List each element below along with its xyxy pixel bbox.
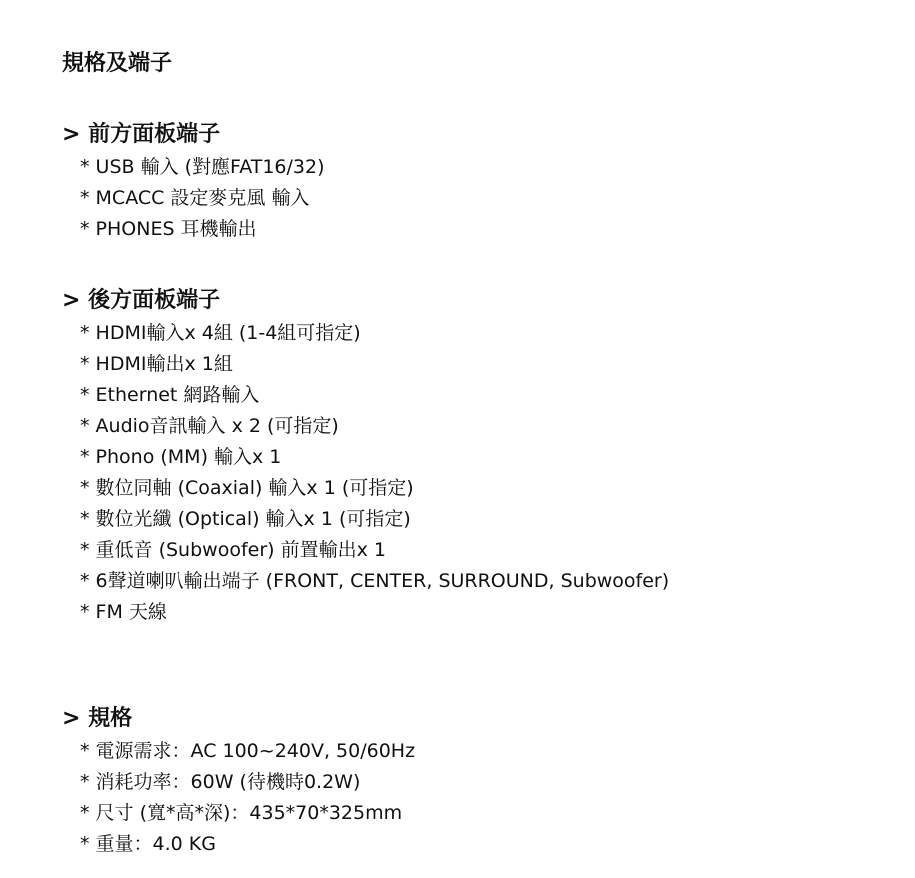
section-specifications (62, 702, 415, 860)
document-title: 規格及端子 (62, 51, 173, 76)
section-heading: > 前方面板端子 (62, 122, 221, 147)
list-item: * MCACC 設定麥克風 輸入 (80, 187, 310, 209)
section-front-panel (62, 118, 325, 245)
section-rear-panel (62, 284, 669, 628)
list-item: * HDMI輸出x 1組 (80, 353, 233, 375)
section-heading: > 後方面板端子 (62, 288, 221, 313)
list-item: * USB 輸入 (對應FAT16/32) (80, 156, 325, 178)
list-item: * 消耗功率：60W (待機時0.2W) (80, 771, 361, 793)
list-item: * 6聲道喇叭輸出端子 (FRONT, CENTER, SURROUND, Subwoofer) (80, 570, 670, 592)
list-item: * 數位光纖 (Optical) 輸入x 1 (可指定) (80, 508, 411, 530)
list-item: * HDMI輸入x 4組 (1-4組可指定) (80, 322, 361, 344)
list-item: * 尺寸 (寬*高*深)：435*70*325mm (80, 802, 403, 824)
list-item: * 重低音 (Subwoofer) 前置輸出x 1 (80, 539, 386, 561)
list-item: * 電源需求：AC 100~240V, 50/60Hz (80, 740, 416, 762)
list-item: * Phono (MM) 輸入x 1 (80, 446, 282, 468)
list-item: * Audio音訊輸入 x 2 (可指定) (80, 415, 339, 437)
list-item: * 重量：4.0 KG (80, 833, 216, 855)
list-item: * Ethernet 網路輸入 (80, 384, 260, 406)
list-item: * 數位同軸 (Coaxial) 輸入x 1 (可指定) (80, 477, 414, 499)
list-item: * FM 天線 (80, 601, 167, 623)
section-heading: > 規格 (62, 706, 133, 731)
list-item: * PHONES 耳機輸出 (80, 218, 257, 240)
